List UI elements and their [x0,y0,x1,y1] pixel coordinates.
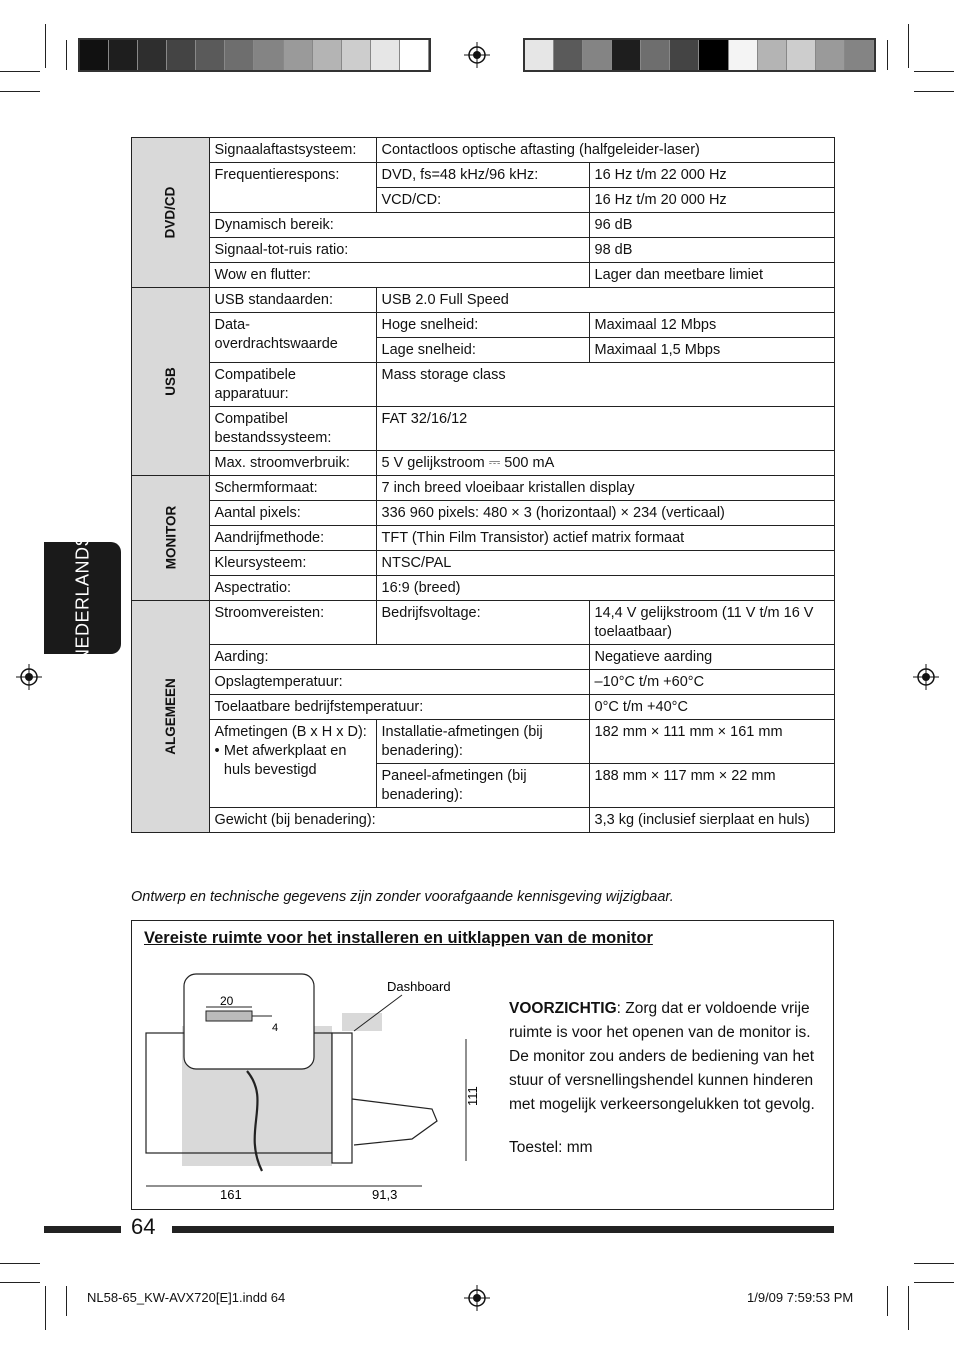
spec-value: 16 Hz t/m 20 000 Hz [589,188,834,213]
crop-mark [0,1282,40,1283]
spec-label: Signaal-tot-ruis ratio: [209,238,589,263]
page-rule-left [44,1226,121,1233]
crop-mark [887,1286,888,1316]
crop-mark [45,1286,46,1330]
spec-label: Aspectratio: [209,576,376,601]
caution-text: VOORZICHTIG: Zorg dat er voldoende vrije ruimte is voor het openen van de monitor is. De monitor zou anders de bediening van het stuur of versnellingshendel kunnen hinderen met mogelijk verkeersongelukken tot gevolg. [509,1000,815,1113]
spec-value: 0°C t/m +40°C [589,695,834,720]
spec-label: Compatibele apparatuur: [209,363,376,407]
spec-label: Gewicht (bij benadering): [209,808,589,833]
spec-value: Mass storage class [376,363,834,407]
spec-label: Frequentierespons: [209,163,376,213]
table-row [132,645,835,670]
zoom-hatch [206,1011,252,1021]
monitor-arm [352,1099,437,1145]
spec-label: Kleursysteem: [209,551,376,576]
spec-label: USB standaarden: [209,288,376,313]
color-bar-right [523,38,876,72]
spec-value: 188 mm × 117 mm × 22 mm [589,764,834,808]
crop-mark [0,91,40,92]
crop-mark [45,24,46,68]
table-row [132,551,835,576]
spec-sublabel: DVD, fs=48 kHz/96 kHz: [376,163,589,188]
crop-mark [914,91,954,92]
spec-label: Data-overdrachtswaarde [209,313,376,363]
table-row [132,476,835,501]
table-row [132,526,835,551]
section-algemeen: ALGEMEEN [132,601,210,833]
spec-value: 16 Hz t/m 22 000 Hz [589,163,834,188]
table-row [132,601,835,645]
crop-mark [914,1282,954,1283]
table-row [132,163,835,188]
spec-sublabel: Hoge snelheid: [376,313,589,338]
table-row [132,720,835,764]
disclaimer-note: Ontwerp en technische gegevens zijn zonder voorafgaande kennisgeving wijzigbaar. [131,889,674,905]
spec-label: Stroomvereisten: [209,601,376,645]
unit-front [332,1033,352,1163]
spec-value: Contactloos optische aftasting (halfgeleider-laser) [376,138,834,163]
spec-value: Lager dan meetbare limiet [589,263,834,288]
section-dvd-cd: DVD/CD [132,138,210,288]
registration-mark-icon [464,42,490,68]
spec-label: Aarding: [209,645,589,670]
spec-label: Schermformaat: [209,476,376,501]
dim-20: 20 [220,994,234,1008]
unit-label: Toestel: mm [509,1139,593,1156]
table-row [132,670,835,695]
bullet-note: • Met afwerkplaat en huls bevestigd [214,743,347,778]
crop-mark [66,1286,67,1316]
table-row [132,501,835,526]
crop-mark [908,1286,909,1330]
spec-label: Signaalaftastsysteem: [209,138,376,163]
registration-mark-icon [913,664,939,690]
spec-label: Afmetingen (B x H x D): • Met afwerkplaat en huls bevestigd [209,720,376,808]
table-row [132,407,835,451]
table-row [132,138,835,163]
spec-label: Max. stroomverbruik: [209,451,376,476]
table-row [132,451,835,476]
language-tab-label: NEDERLANDS [72,533,92,663]
table-row [132,576,835,601]
footer-file: NL58-65_KW-AVX720[E]1.indd 64 [87,1290,286,1305]
spec-sublabel: Paneel-afmetingen (bij benadering): [376,764,589,808]
table-row [132,288,835,313]
spec-value: USB 2.0 Full Speed [376,288,834,313]
spec-label: Toelaatbare bedrijfstemperatuur: [209,695,589,720]
spec-sublabel: Lage snelheid: [376,338,589,363]
spec-label: Compatibel bestandssysteem: [209,407,376,451]
spec-value: Maximaal 12 Mbps [589,313,834,338]
page-rule-right [172,1226,834,1233]
dim-4: 4 [272,1022,279,1034]
table-row [132,695,835,720]
crop-mark [887,40,888,70]
install-title: Vereiste ruimte voor het installeren en uitklappen van de monitor [144,929,653,947]
language-tab [44,533,121,663]
crop-mark [66,40,67,70]
dim-161: 161 [220,1187,242,1202]
spec-value: 182 mm × 111 mm × 161 mm [589,720,834,764]
spec-value: 98 dB [589,238,834,263]
table-row [132,238,835,263]
spec-sublabel: Installatie-afmetingen (bij benadering): [376,720,589,764]
spec-value: 16:9 (breed) [376,576,834,601]
spec-value: 14,4 V gelijkstroom (11 V t/m 16 V toelaatbaar) [589,601,834,645]
spec-label: Opslagtemperatuur: [209,670,589,695]
crop-mark [914,1263,954,1264]
install-diagram [132,961,492,1211]
spec-value: 7 inch breed vloeibaar kristallen display [376,476,834,501]
page-number: 64 [131,1214,156,1239]
table-row [132,808,835,833]
section-usb: USB [132,288,210,476]
spec-table [131,137,835,833]
spec-label: Aantal pixels: [209,501,376,526]
spec-label: Aandrijfmethode: [209,526,376,551]
spec-value: NTSC/PAL [376,551,834,576]
spec-value: FAT 32/16/12 [376,407,834,451]
spec-sublabel: VCD/CD: [376,188,589,213]
crop-mark [0,1263,40,1264]
spec-sublabel: Bedrijfsvoltage: [376,601,589,645]
crop-mark [908,24,909,68]
section-monitor: MONITOR [132,476,210,601]
spec-value: Negatieve aarding [589,645,834,670]
spec-value: 5 V gelijkstroom ⎓ 500 mA [376,451,834,476]
install-space-box [131,920,834,1210]
dim-111: 111 [465,1086,480,1106]
table-row [132,213,835,238]
dashboard-label: Dashboard [387,979,451,994]
crop-mark [0,71,40,72]
table-row [132,313,835,338]
spec-label: Wow en flutter: [209,263,589,288]
spec-value: 336 960 pixels: 480 × 3 (horizontaal) × 234 (verticaal) [376,501,834,526]
dim-91-3: 91,3 [372,1187,398,1202]
spec-value: 3,3 kg (inclusief sierplaat en huls) [589,808,834,833]
registration-mark-icon [464,1285,490,1311]
spec-value: Maximaal 1,5 Mbps [589,338,834,363]
spec-label: Dynamisch bereik: [209,213,589,238]
dashboard-panel [342,1013,382,1031]
spec-value: TFT (Thin Film Transistor) actief matrix formaat [376,526,834,551]
registration-mark-icon [16,664,42,690]
crop-mark [914,71,954,72]
table-row [132,363,835,407]
color-bar-left [78,38,431,72]
footer-date: 1/9/09 7:59:53 PM [747,1290,854,1305]
spec-value: –10°C t/m +60°C [589,670,834,695]
spec-value: 96 dB [589,213,834,238]
table-row [132,263,835,288]
